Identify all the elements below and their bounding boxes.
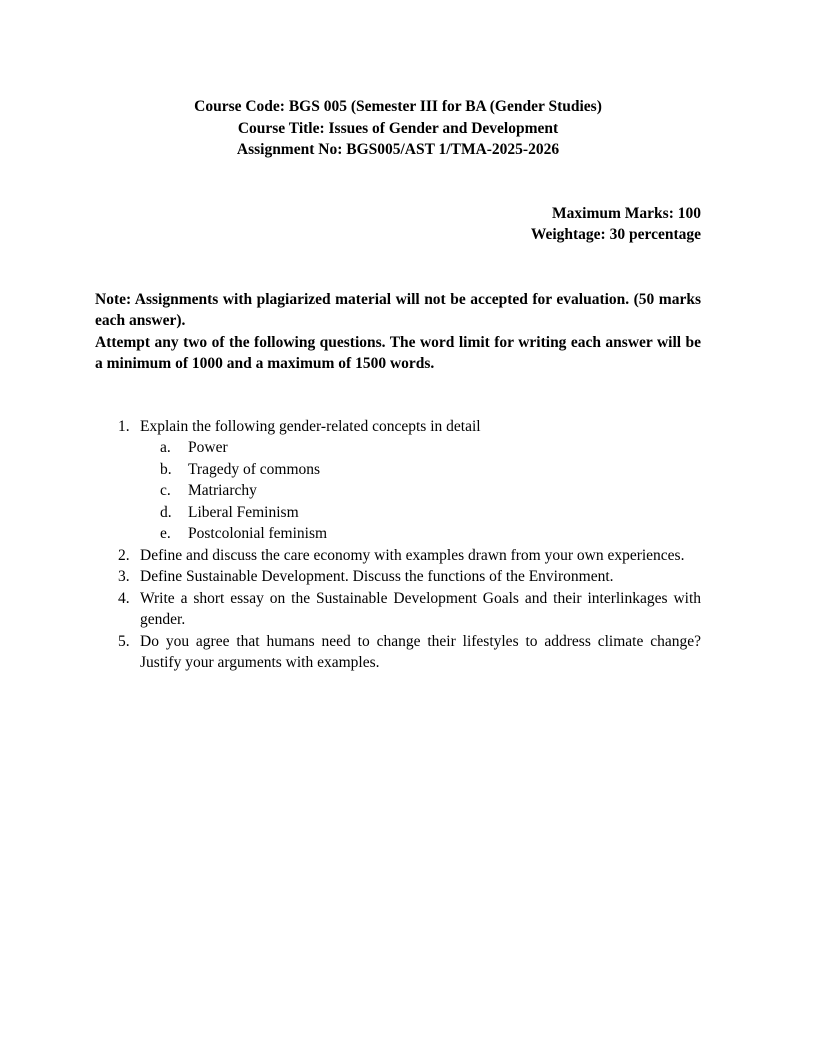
subquestion-text: Matriarchy	[188, 482, 257, 499]
subquestion-letter: b.	[160, 460, 172, 478]
course-title-line: Course Title: Issues of Gender and Development	[237, 119, 559, 137]
questions-list	[95, 416, 701, 674]
question-item-4	[118, 588, 701, 631]
subquestion-item-1b	[160, 459, 701, 481]
document-content	[95, 0, 701, 674]
subquestion-item-1c	[160, 480, 701, 502]
subquestion-letter: e.	[160, 525, 171, 542]
question-text: Explain the following gender-related concepts in detail	[140, 417, 481, 435]
subquestion-letter: c.	[160, 482, 171, 499]
question-text: Do you agree that humans need to change their lifestyles to address climate change? Justify your arguments with examples.	[140, 632, 701, 671]
question-text: Write a short essay on the Sustainable Development Goals and their interlinkages with gender.	[140, 589, 701, 628]
subquestion-letter: d.	[160, 503, 172, 521]
question-number: 4.	[118, 589, 130, 607]
subquestion-letter: a.	[160, 439, 171, 456]
weightage: Weightage: 30 percentage	[530, 226, 701, 243]
question-item-2	[118, 545, 701, 567]
maximum-marks: Maximum Marks: 100	[552, 204, 701, 222]
question-number: 2.	[118, 546, 130, 564]
question-text: Define Sustainable Development. Discuss the functions of the Environment.	[140, 568, 614, 585]
course-code-line: Course Code: BGS 005 (Semester III for BA (Gender Studies)	[194, 98, 602, 115]
question-item-5	[118, 631, 701, 674]
question-item-1	[118, 416, 701, 438]
subquestion-item-1d	[160, 502, 701, 524]
marks-meta-block	[95, 203, 701, 246]
assignment-no-line: Assignment No: BGS005/AST 1/TMA-2025-2026	[236, 141, 560, 158]
question-number: 5.	[118, 632, 130, 650]
subquestion-item-1e	[160, 523, 701, 545]
subquestion-text: Liberal Feminism	[188, 503, 299, 521]
instructions-paragraph: Attempt any two of the following questions. The word limit for writing each answer will be a minimum of 1000 and a maximum of 1500 words.	[95, 333, 701, 372]
subquestion-text: Postcolonial feminism	[188, 525, 328, 542]
question-number: 3.	[118, 568, 130, 585]
subquestion-text: Power	[188, 439, 228, 456]
subquestion-text: Tragedy of commons	[188, 460, 321, 478]
question-number: 1.	[118, 417, 130, 435]
question-item-3	[118, 566, 701, 588]
note-paragraph: Note: Assignments with plagiarized material will not be accepted for evaluation. (50 marks each answer).	[95, 290, 701, 329]
question-text: Define and discuss the care economy with examples drawn from your own experiences.	[140, 546, 685, 564]
subquestion-item-1a	[160, 437, 701, 459]
